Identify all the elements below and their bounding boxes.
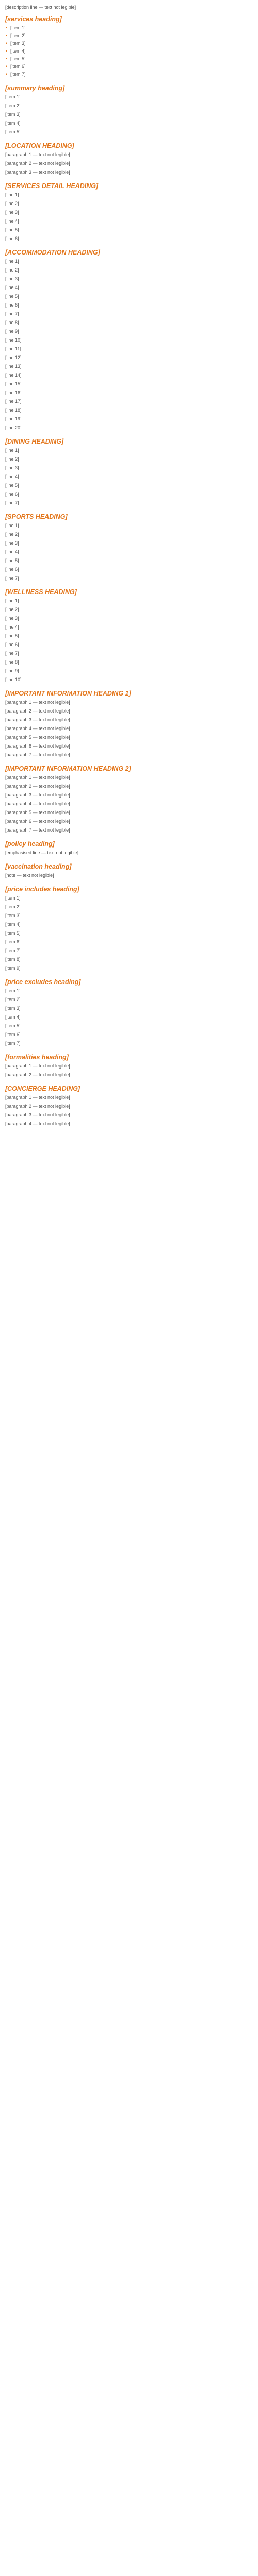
wellness-line: [line 8] <box>5 659 19 665</box>
info-paragraph: [paragraph 7 — text not legible] <box>5 827 70 833</box>
vaccination-section <box>5 862 253 879</box>
price-excludes-item: [item 2] <box>5 997 21 1002</box>
services-list <box>5 25 253 78</box>
dining-line: [line 5] <box>5 483 19 488</box>
wellness-line: [line 5] <box>5 633 19 638</box>
info-paragraph: [paragraph 3 — text not legible] <box>5 792 70 798</box>
price-excludes-item: [item 6] <box>5 1032 21 1037</box>
formalities-paragraph: [paragraph 2 — text not legible] <box>5 1072 70 1077</box>
dining-heading: [DINING HEADING] <box>5 438 64 445</box>
price-includes-item: [item 6] <box>5 939 21 944</box>
price-excludes-item: [item 1] <box>5 988 21 993</box>
price-includes-item: [item 7] <box>5 948 21 953</box>
concierge-paragraph: [paragraph 4 — text not legible] <box>5 1121 70 1126</box>
list-item: • [item 7] <box>5 71 253 78</box>
list-item: • [item 2] <box>5 32 253 39</box>
wellness-line: [line 7] <box>5 651 19 656</box>
policy-emphasis: [emphasised line — text not legible] <box>5 850 79 855</box>
info-paragraph: [paragraph 7 — text not legible] <box>5 752 70 757</box>
wellness-line: [line 2] <box>5 607 19 612</box>
accommodation-line: [line 11] <box>5 346 21 351</box>
wellness-line: [line 1] <box>5 598 19 603</box>
accommodation-line: [line 10] <box>5 337 22 343</box>
info-paragraph: [paragraph 1 — text not legible] <box>5 775 70 780</box>
price-includes-item: [item 3] <box>5 913 21 918</box>
summary-line: [item 2] <box>5 103 21 108</box>
price-excludes-item: [item 4] <box>5 1014 21 1020</box>
services-detail-line: [line 4] <box>5 218 19 224</box>
wellness-heading: [WELLNESS HEADING] <box>5 588 77 596</box>
summary-section <box>5 84 253 135</box>
accommodation-line: [line 1] <box>5 259 19 264</box>
summary-line: [item 3] <box>5 112 21 117</box>
info-paragraph: [paragraph 3 — text not legible] <box>5 717 70 722</box>
info-paragraph: [paragraph 4 — text not legible] <box>5 726 70 731</box>
vaccination-heading: [vaccination heading] <box>5 863 72 870</box>
accommodation-heading: [ACCOMMODATION HEADING] <box>5 249 100 256</box>
services-detail-line: [line 6] <box>5 236 19 241</box>
sports-line: [line 4] <box>5 549 19 554</box>
list-item: • [item 1] <box>5 25 253 31</box>
location-heading: [LOCATION HEADING] <box>5 142 74 149</box>
wellness-line: [line 3] <box>5 616 19 621</box>
sports-line: [line 1] <box>5 523 19 528</box>
policy-section <box>5 840 253 856</box>
dining-line: [line 6] <box>5 492 19 497</box>
sports-line: [line 6] <box>5 567 19 572</box>
info-paragraph: [paragraph 2 — text not legible] <box>5 784 70 789</box>
wellness-line: [line 4] <box>5 624 19 630</box>
concierge-paragraph: [paragraph 3 — text not legible] <box>5 1112 70 1117</box>
dining-line: [line 4] <box>5 474 19 479</box>
concierge-paragraph: [paragraph 2 — text not legible] <box>5 1104 70 1109</box>
services-detail-line: [line 2] <box>5 201 19 206</box>
sports-line: [line 7] <box>5 575 19 581</box>
accommodation-line: [line 14] <box>5 372 22 378</box>
accommodation-line: [line 20] <box>5 425 22 430</box>
summary-line: [item 4] <box>5 121 21 126</box>
services-detail-line: [line 1] <box>5 192 19 197</box>
sports-line: [line 2] <box>5 532 19 537</box>
dining-section <box>5 437 253 506</box>
price-includes-item: [item 5] <box>5 930 21 936</box>
sports-line: [line 3] <box>5 540 19 546</box>
location-section <box>5 142 253 176</box>
concierge-heading: [CONCIERGE HEADING] <box>5 1085 80 1092</box>
accommodation-line: [line 13] <box>5 364 22 369</box>
info-paragraph: [paragraph 1 — text not legible] <box>5 700 70 705</box>
wellness-line: [line 6] <box>5 642 19 647</box>
location-paragraph: [paragraph 3 — text not legible] <box>5 170 70 175</box>
important-info-section-2 <box>5 765 253 834</box>
wellness-line: [line 10] <box>5 677 22 682</box>
accommodation-line: [line 6] <box>5 302 19 308</box>
info-paragraph: [paragraph 6 — text not legible] <box>5 819 70 824</box>
formalities-section <box>5 1053 253 1078</box>
concierge-paragraph: [paragraph 1 — text not legible] <box>5 1095 70 1100</box>
policy-heading: [policy heading] <box>5 840 55 848</box>
list-item: • [item 4] <box>5 48 253 55</box>
services-detail-heading: [SERVICES DETAIL HEADING] <box>5 182 99 190</box>
formalities-paragraph: [paragraph 1 — text not legible] <box>5 1063 70 1069</box>
summary-line: [item 1] <box>5 94 21 99</box>
accommodation-line: [line 5] <box>5 294 19 299</box>
services-detail-section <box>5 182 253 242</box>
sports-section <box>5 513 253 582</box>
wellness-line: [line 9] <box>5 668 19 673</box>
info-paragraph: [paragraph 5 — text not legible] <box>5 810 70 815</box>
price-excludes-item: [item 5] <box>5 1023 21 1028</box>
location-paragraph: [paragraph 1 — text not legible] <box>5 152 70 157</box>
formalities-heading: [formalities heading] <box>5 1054 69 1061</box>
accommodation-line: [line 12] <box>5 355 22 360</box>
accommodation-line: [line 19] <box>5 416 22 421</box>
info-paragraph: [paragraph 4 — text not legible] <box>5 801 70 806</box>
important-info-section-1 <box>5 689 253 758</box>
info-paragraph: [paragraph 2 — text not legible] <box>5 708 70 714</box>
price-excludes-item: [item 7] <box>5 1041 21 1046</box>
accommodation-line: [line 3] <box>5 276 19 281</box>
location-paragraph: [paragraph 2 — text not legible] <box>5 161 70 166</box>
price-excludes-section <box>5 978 253 1047</box>
sports-line: [line 5] <box>5 558 19 563</box>
price-includes-item: [item 8] <box>5 957 21 962</box>
price-includes-item: [item 4] <box>5 922 21 927</box>
important-info-heading-2: [IMPORTANT INFORMATION HEADING 2] <box>5 765 131 772</box>
dining-line: [line 3] <box>5 465 19 470</box>
summary-line: [item 5] <box>5 129 21 134</box>
price-includes-item: [item 9] <box>5 965 21 971</box>
accommodation-line: [line 7] <box>5 311 19 316</box>
services-detail-line: [line 5] <box>5 227 19 232</box>
accommodation-line: [line 17] <box>5 399 22 404</box>
accommodation-section <box>5 248 253 431</box>
price-includes-section <box>5 885 253 972</box>
services-detail-line: [line 3] <box>5 210 19 215</box>
price-includes-item: [item 2] <box>5 904 21 909</box>
dining-line: [line 1] <box>5 448 19 453</box>
info-paragraph: [paragraph 6 — text not legible] <box>5 743 70 749</box>
wellness-section <box>5 588 253 683</box>
description-line: [description line — text not legible] <box>5 5 76 10</box>
price-excludes-heading: [price excludes heading] <box>5 978 81 986</box>
dining-line: [line 7] <box>5 500 19 505</box>
price-includes-item: [item 1] <box>5 895 21 901</box>
important-info-heading-1: [IMPORTANT INFORMATION HEADING 1] <box>5 690 131 697</box>
accommodation-line: [line 4] <box>5 285 19 290</box>
services-heading: [services heading] <box>5 15 62 23</box>
vaccination-text: [note — text not legible] <box>5 873 54 878</box>
accommodation-line: [line 9] <box>5 329 19 334</box>
accommodation-line: [line 8] <box>5 320 19 325</box>
price-includes-heading: [price includes heading] <box>5 886 79 893</box>
dining-line: [line 2] <box>5 456 19 462</box>
sports-heading: [SPORTS HEADING] <box>5 513 68 520</box>
summary-heading: [summary heading] <box>5 84 65 92</box>
list-item: • [item 5] <box>5 56 253 62</box>
info-paragraph: [paragraph 5 — text not legible] <box>5 735 70 740</box>
accommodation-line: [line 16] <box>5 390 22 395</box>
accommodation-line: [line 18] <box>5 408 22 413</box>
concierge-section <box>5 1084 253 1127</box>
services-section <box>5 15 253 78</box>
accommodation-line: [line 15] <box>5 381 22 386</box>
price-excludes-item: [item 3] <box>5 1006 21 1011</box>
list-item: • [item 6] <box>5 63 253 70</box>
list-item: • [item 3] <box>5 40 253 47</box>
accommodation-line: [line 2] <box>5 267 19 273</box>
